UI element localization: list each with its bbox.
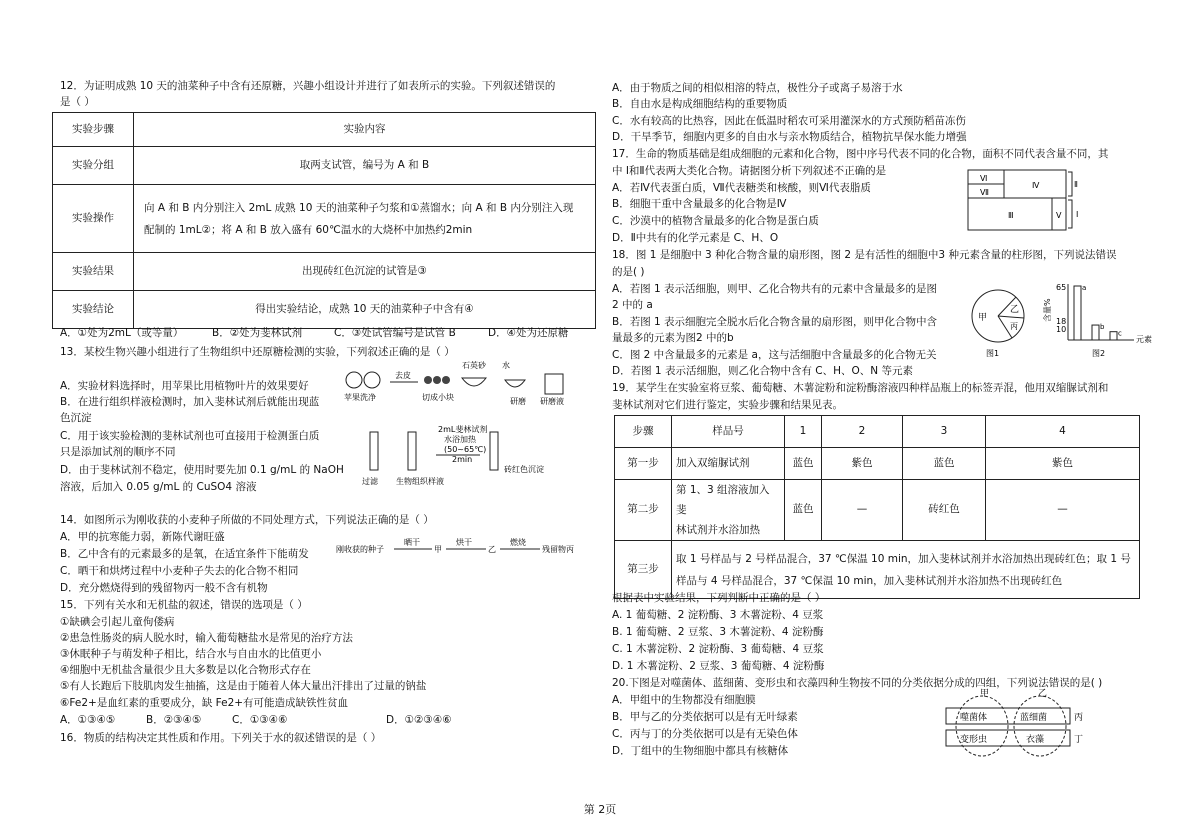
apple-icon — [346, 372, 380, 388]
q14-fig-label: 刚收获的种子 — [336, 545, 384, 554]
q16-option-d: D．干旱季节，细胞内更多的自由水与亲水物质结合，植物抗旱保水能力增强 — [612, 131, 967, 143]
q14-option-b: B．乙中含有的元素最多的是氧，在适宜条件下能萌发 — [60, 548, 309, 560]
q15-stem: 15．下列有关水和无机盐的叙述，错误的选项是（ ） — [60, 599, 308, 611]
chart-tick: 65 — [1056, 283, 1067, 292]
table-cell: 紫色 — [986, 448, 1140, 480]
q13-fig-label: 水 — [502, 361, 510, 370]
table-cell: 2 — [822, 416, 903, 448]
chart-bar-label: c — [1118, 329, 1122, 338]
q17-fig-label: Ⅲ — [1008, 211, 1014, 220]
table-cell: 蓝色 — [785, 480, 822, 541]
q13-option-d-cont: 溶液，后加入 0.05 g/mL 的 CuSO4 溶液 — [60, 481, 257, 493]
q20-fig-label: 噬菌体 — [960, 713, 988, 723]
q20-fig-label: 蓝细菌 — [1020, 713, 1048, 723]
table-cell: 第一步 — [615, 448, 672, 480]
q19-stem-line1: 19．某学生在实验室将豆浆、葡萄糖、木薯淀粉和淀粉酶溶液四种样品瓶上的标签弄混，他用双缩脲试剂和 — [612, 382, 1109, 394]
chart-bar-a — [1074, 286, 1081, 340]
table-cell: 蓝色 — [903, 448, 986, 480]
q15-item: ⑤有人长跑后下肢肌肉发生抽搐，这是由于随着人体大量出汗排出了过量的钠盐 — [60, 680, 427, 692]
q15-item: ⑥Fe2+是血红素的重要成分，缺 Fe2+有可能造成缺铁性贫血 — [60, 697, 349, 709]
q13-fig-label: 水浴加热 — [444, 435, 476, 444]
q12-stem-line1: 12．为证明成熟 10 天的油菜种子中含有还原糖，兴趣小组设计并进行了如表所示的实验。下列叙述错误的 — [60, 80, 556, 92]
q13-option-b-cont: 色沉淀 — [60, 412, 92, 424]
q13-option-d: D．由于斐林试剂不稳定，使用时要先加 0.1 g/mL 的 NaOH — [60, 464, 344, 476]
q17-fig-label: Ⅵ — [980, 174, 988, 183]
table-cell — [134, 185, 596, 253]
q16-option-b: B．自由水是构成细胞结构的重要物质 — [612, 98, 788, 110]
q18-option-b: B．若图 1 表示细胞完全脱水后化合物含量的扇形图，则甲化合物中含 — [612, 316, 938, 328]
mortar-icon — [505, 380, 525, 387]
q19-after: 根据表中实验结果，下列判断中正确的是（ ） — [612, 592, 826, 604]
q20-fig-label: 乙 — [1038, 689, 1048, 699]
q14-fig-label: 乙 — [488, 545, 496, 554]
table-cell-line: 取 1 号样品与 2 号样品混合，37 ℃保温 10 min，加入斐林试剂并水浴加热出现砖红色；取 1 号 — [676, 552, 1131, 565]
mortar-icon — [462, 378, 486, 386]
q12-option-d: D．④处为还原糖 — [488, 327, 569, 339]
table-cell: 砖红色 — [903, 480, 986, 541]
chart-bar-label: b — [1100, 323, 1105, 332]
q14-option-c: C．晒干和烘烤过程中小麦种子失去的化合物不相同 — [60, 565, 299, 577]
table-cell: 步骤 — [615, 416, 672, 448]
chart-bar-b — [1092, 325, 1099, 340]
q14-fig-label: 残留物丙 — [542, 545, 574, 554]
q18-figure1 — [966, 284, 1032, 360]
table-cell-line: 向 A 和 B 内分别注入 2mL 成熟 10 天的油菜种子匀浆和①蒸馏水；向 A 和 B 内分别注入现 — [144, 201, 574, 214]
chunks-icon — [424, 376, 450, 384]
q14-fig-label: 晒干 — [404, 538, 420, 547]
q13-fig-label: 苹果洗净 — [344, 393, 376, 402]
chart-caption: 图2 — [1092, 349, 1106, 358]
q14-fig-label: 甲 — [434, 545, 442, 554]
q13-option-b: B．在进行组织样液检测时，加入斐林试剂后就能出现蓝 — [60, 396, 320, 408]
q12-option-c: C．③处试管编号是试管 B — [334, 327, 456, 339]
q13-option-c: C．用于该实验检测的斐林试剂也可直接用于检测蛋白质 — [60, 430, 320, 442]
chart-tick: 18 — [1056, 317, 1067, 326]
q18-fig-label: 图1 — [986, 349, 1000, 358]
q20-fig-label: 变形虫 — [960, 735, 988, 745]
q13-fig-label: 切成小块 — [422, 393, 454, 402]
chart-ylabel: 含量% — [1043, 298, 1052, 322]
q13-fig-label: 去皮 — [395, 371, 411, 380]
q20-option-a: A．甲组中的生物都没有细胞膜 — [612, 694, 756, 706]
q18-option-a: A．若图 1 表示活细胞，则甲、乙化合物共有的元素中含量最多的是图 — [612, 283, 938, 295]
table-cell-line: 林试剂并水浴加热 — [676, 524, 760, 536]
q20-option-d: D．丁组中的生物细胞中都具有核糖体 — [612, 745, 789, 757]
table-cell: 实验结果 — [53, 253, 134, 291]
q19-table — [614, 415, 1140, 599]
q15-option-c: C．①③④⑥ — [232, 714, 288, 726]
q14-fig-label: 烘干 — [456, 538, 472, 547]
q15-option-d: D．①②③④⑥ — [386, 714, 452, 726]
q13-fig-label: 石英砂 — [462, 361, 486, 370]
q18-option-d: D．若图 1 表示活细胞，则乙化合物中含有 C、H、O、N 等元素 — [612, 365, 913, 377]
q15-item: ④细胞中无机盐含量很少且大多数是以化合物形式存在 — [60, 664, 311, 676]
table-cell: 紫色 — [822, 448, 903, 480]
q15-option-a: A．①③④⑤ — [60, 714, 116, 726]
q19-option-b: B. 1 葡萄糖、2 豆浆、3 木薯淀粉、4 淀粉酶 — [612, 626, 824, 638]
q20-fig-label: 丁 — [1074, 735, 1084, 745]
table-cell: 实验结论 — [53, 291, 134, 329]
q15-item: ③休眠种子与萌发种子相比，结合水与自由水的比值更小 — [60, 648, 322, 660]
table-cell: 蓝色 — [785, 448, 822, 480]
q14-fig-label: 燃烧 — [510, 538, 526, 547]
q16-stem: 16．物质的结构决定其性质和作用。下列关于水的叙述错误的是（ ） — [60, 732, 382, 744]
q18-option-b-cont: 量最多的元素为图2 中的b — [612, 332, 734, 344]
q15-option-b: B．②③④⑤ — [146, 714, 202, 726]
q18-fig-label: 甲 — [978, 313, 988, 323]
table-cell: 1 — [785, 416, 822, 448]
table-cell: 实验步骤 — [53, 113, 134, 147]
q18-option-c: C．图 2 中含量最多的元素是 a，这与活细胞中含量最多的化合物无关 — [612, 349, 937, 361]
table-cell: 加入双缩脲试剂 — [672, 448, 785, 480]
q17-figure — [966, 168, 1086, 234]
table-cell: 第三步 — [615, 541, 672, 599]
q20-fig-label: 衣藻 — [1026, 735, 1045, 745]
q13-fig-label: 生物组织样液 — [396, 477, 444, 486]
q13-stem: 13．某校生物兴趣小组进行了生物组织中还原糖检测的实验，下列叙述正确的是（ ） — [60, 346, 455, 358]
chart-xlabel: 元素 — [1136, 335, 1152, 344]
q17-fig-label: Ⅱ — [1074, 180, 1078, 189]
q13-option-a: A．实验材料选择时，用苹果比用植物叶片的效果要好 — [60, 380, 309, 392]
q17-stem-line1: 17．生命的物质基础是组成细胞的元素和化合物，图中序号代表不同的化合物，面积不同代表含量不同，其 — [612, 148, 1109, 160]
q19-stem-line2: 斐林试剂对它们进行鉴定，实验步骤和结果见表。 — [612, 399, 843, 411]
q12-option-b: B．②处为斐林试剂 — [212, 327, 303, 339]
chart-bar-label: a — [1082, 284, 1087, 292]
q14-option-d: D．充分燃烧得到的残留物丙一般不含有机物 — [60, 582, 268, 594]
test-tube-icon — [408, 432, 416, 470]
q17-option-c: C．沙漠中的植物含量最多的化合物是蛋白质 — [612, 215, 819, 227]
q18-stem-line1: 18．图 1 是细胞中 3 种化合物含量的扇形图，图 2 是有活性的细胞中3 种元素含量的柱形图，下列说法错误 — [612, 249, 1117, 261]
q18-fig-label: 丙 — [1010, 322, 1018, 331]
q12-table — [52, 112, 596, 329]
table-cell — [672, 480, 785, 541]
table-cell-line: 配制的 1mL②；将 A 和 B 放入盛有 60℃温水的大烧杯中加热约2min — [144, 223, 473, 236]
q18-stem-line2: 的是( ) — [612, 266, 645, 278]
test-tube-icon — [490, 432, 498, 470]
q12-stem-line2: 是（ ） — [60, 96, 95, 108]
table-cell: 3 — [903, 416, 986, 448]
chart-bar-c — [1110, 332, 1117, 340]
q13-fig-label: 过滤 — [362, 477, 378, 486]
q17-stem-line2: 中 Ⅰ和Ⅱ代表两大类化合物。请据图分析下列叙述不正确的是 — [612, 165, 887, 177]
q14-figure — [336, 536, 596, 560]
table-cell: — — [986, 480, 1140, 541]
table-cell: 实验操作 — [53, 185, 134, 253]
table-cell-line: 第 1、3 组溶液加入斐 — [676, 484, 770, 516]
test-tube-icon — [370, 432, 378, 470]
q18-option-a-cont: 2 中的 a — [612, 299, 653, 311]
table-cell-line: 样品与 4 号样品混合，37 ℃保温 10 min，加入斐林试剂并水浴加热不出现砖红色 — [676, 574, 1063, 587]
q13-figure — [340, 360, 590, 492]
q20-fig-label: 丙 — [1074, 713, 1084, 723]
q20-stem: 20.下图是对噬菌体、蓝细菌、变形虫和衣藻四种生物按不同的分类依据分成的四组，下列说法错误的是( ) — [612, 677, 1103, 689]
q17-fig-label: Ⅰ — [1076, 210, 1079, 219]
q20-figure — [944, 686, 1090, 760]
q20-option-c: C．丙与丁的分类依据可以是有无染色体 — [612, 728, 798, 740]
table-cell: 得出实验结论，成熟 10 天的油菜种子中含有④ — [134, 291, 596, 329]
table-cell: 实验分组 — [53, 147, 134, 185]
q19-option-a: A. 1 葡萄糖、2 淀粉酶、3 木薯淀粉、4 豆浆 — [612, 609, 824, 621]
q16-option-a: A．由于物质之间的相似相溶的特点，极性分子或离子易溶于水 — [612, 82, 903, 94]
q17-option-a: A．若Ⅳ代表蛋白质，Ⅶ代表糖类和核酸，则Ⅵ代表脂质 — [612, 182, 871, 194]
table-cell: 样品号 — [672, 416, 785, 448]
q13-fig-label: 研磨 — [510, 397, 526, 406]
q16-option-c: C．水有较高的比热容，因此在低温时稻农可采用灌深水的方式预防稻苗冻伤 — [612, 115, 966, 127]
table-cell: 出现砖红色沉淀的试管是③ — [134, 253, 596, 291]
q17-fig-label: Ⅳ — [1032, 181, 1040, 190]
q18-fig-label: 乙 — [1010, 305, 1020, 315]
q14-stem: 14．如图所示为刚收获的小麦种子所做的不同处理方式，下列说法正确的是（ ） — [60, 514, 434, 526]
q15-item: ②患急性肠炎的病人脱水时，输入葡萄糖盐水是常见的治疗方法 — [60, 632, 353, 644]
table-cell: 取两支试管，编号为 A 和 B — [134, 147, 596, 185]
q17-option-b: B．细胞干重中含量最多的化合物是Ⅳ — [612, 198, 787, 210]
table-cell: — — [822, 480, 903, 541]
q15-item: ①缺碘会引起儿童佝偻病 — [60, 616, 175, 628]
table-cell: 4 — [986, 416, 1140, 448]
chart-tick: 10 — [1056, 325, 1067, 334]
table-cell — [672, 541, 1140, 599]
table-cell: 第二步 — [615, 480, 672, 541]
beaker-icon — [545, 374, 563, 394]
table-cell: 实验内容 — [134, 113, 596, 147]
q13-fig-label: 2min — [452, 455, 473, 464]
q14-option-a: A．甲的抗寒能力弱，新陈代谢旺盛 — [60, 531, 225, 543]
q13-fig-label: 研磨液 — [540, 397, 564, 406]
q13-option-c-cont: 只是添加试剂的顺序不同 — [60, 446, 176, 458]
q13-fig-label: 砖红色沉淀 — [504, 465, 544, 474]
q20-fig-label: 甲 — [980, 689, 990, 699]
q18-bar-chart — [1042, 278, 1162, 362]
q17-option-d: D．Ⅱ中共有的化学元素是 C、H、O — [612, 232, 779, 244]
q17-fig-label: Ⅴ — [1056, 211, 1062, 220]
q19-option-d: D. 1 木薯淀粉、2 豆浆、3 葡萄糖、4 淀粉酶 — [612, 660, 825, 672]
q12-option-a: A．①处为2mL（或等量） — [60, 327, 184, 339]
q13-fig-label: 2mL斐林试剂 — [438, 425, 488, 434]
page-footer: 第 2页 — [583, 803, 617, 816]
q20-option-b: B．甲与乙的分类依据可以是有无叶绿素 — [612, 711, 798, 723]
q13-fig-label: (50~65℃) — [444, 445, 487, 454]
q19-option-c: C. 1 木薯淀粉、2 淀粉酶、3 葡萄糖、4 豆浆 — [612, 643, 824, 655]
q17-fig-label: Ⅶ — [980, 188, 989, 197]
